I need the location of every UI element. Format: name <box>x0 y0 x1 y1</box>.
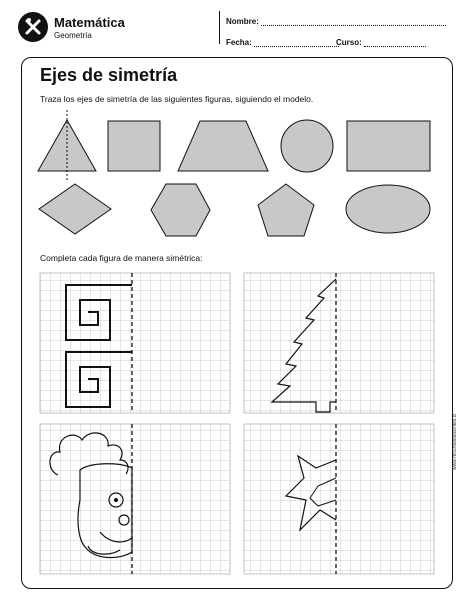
name-label: Nombre: <box>226 17 259 26</box>
instruction-complete: Completa cada figura de manera simétrica: <box>40 253 203 263</box>
instruction-axes: Traza los ejes de simetría de las siguientes figuras, siguiendo el modelo. <box>40 94 314 104</box>
panel-tree[interactable] <box>244 273 434 413</box>
panel-clown[interactable] <box>40 424 230 574</box>
hexagon-shape[interactable] <box>151 184 210 236</box>
trapezoid-shape[interactable] <box>178 121 268 171</box>
panel-greek-key[interactable] <box>40 273 230 413</box>
subject-title: Matemática <box>54 15 125 30</box>
date-label: Fecha: <box>226 38 252 47</box>
rectangle-shape[interactable] <box>347 121 430 171</box>
circle-shape[interactable] <box>281 120 333 172</box>
topic-label: Geometría <box>54 31 92 40</box>
course-label: Curso: <box>336 38 362 47</box>
square-shape[interactable] <box>108 121 160 171</box>
rhombus-shape[interactable] <box>39 184 111 234</box>
ellipse-shape[interactable] <box>346 185 430 233</box>
page-title: Ejes de simetría <box>40 65 178 85</box>
pentagon-shape[interactable] <box>258 184 314 236</box>
footer-site: www.recursosdocentes.cl <box>452 413 458 470</box>
panel-star[interactable] <box>244 424 434 574</box>
